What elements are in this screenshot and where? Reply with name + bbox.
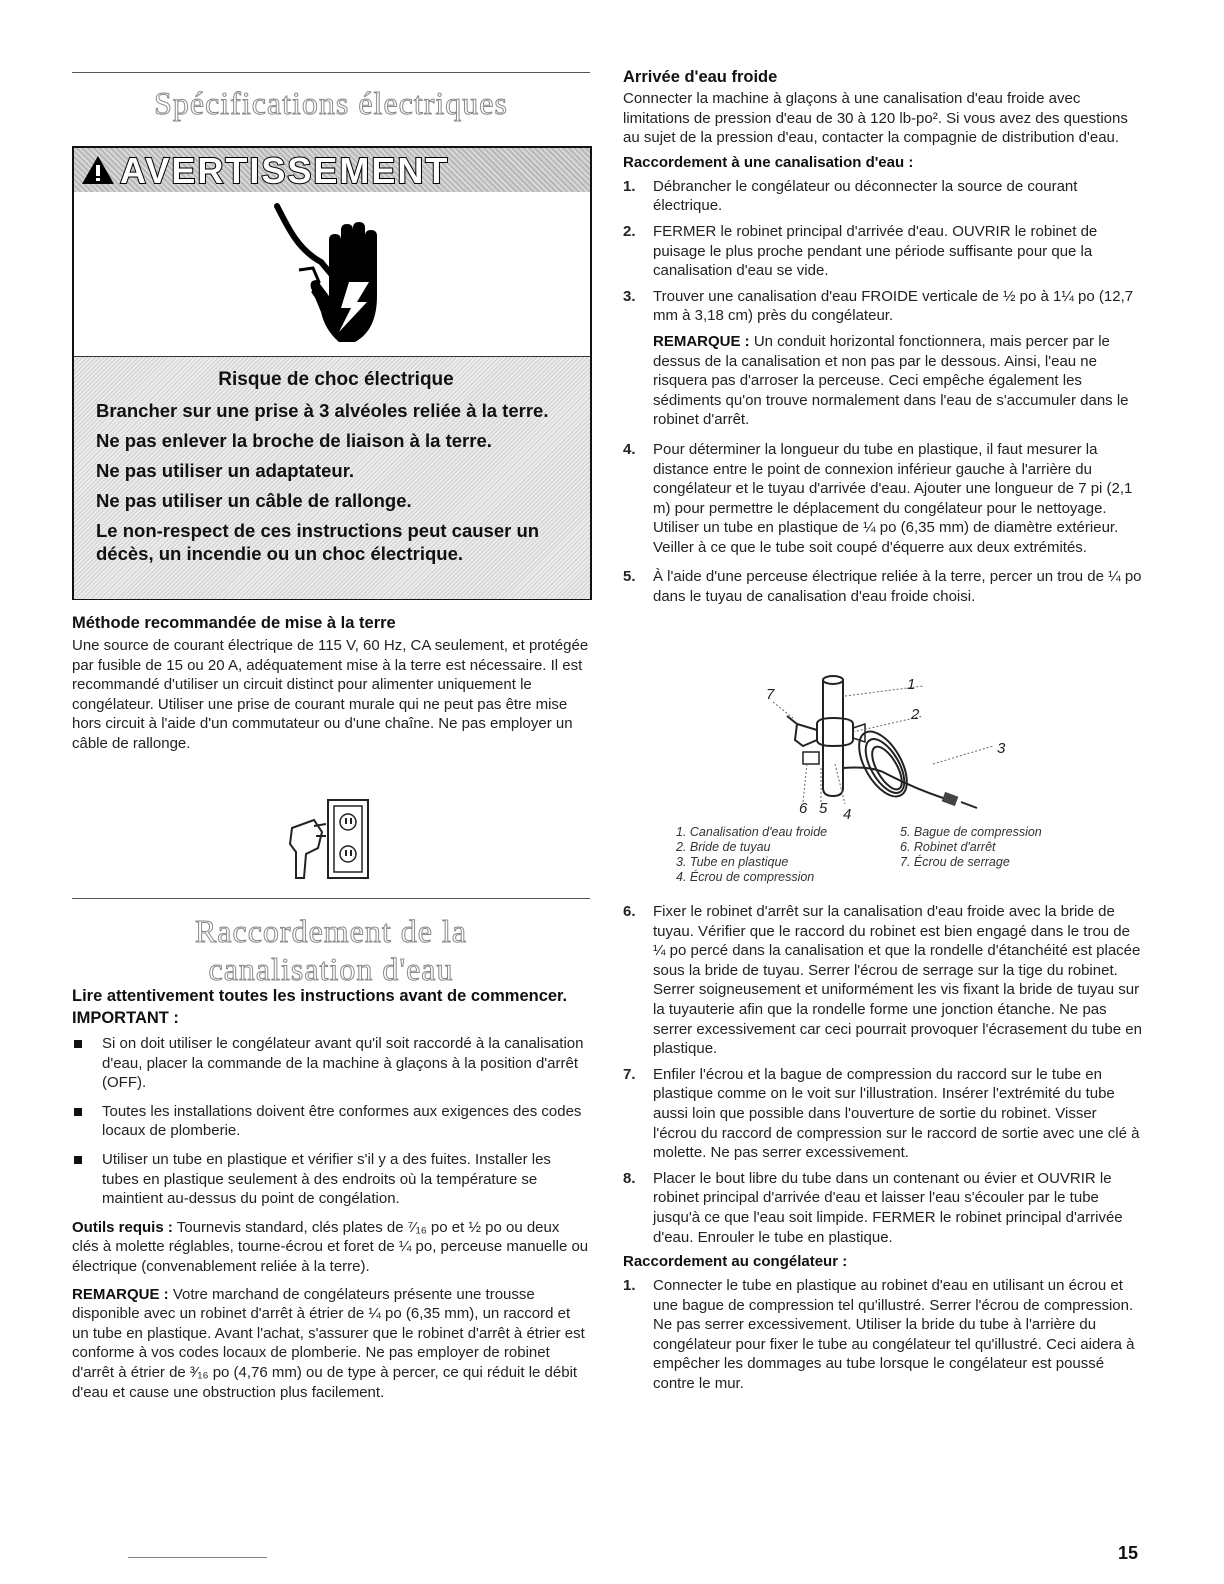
step-number: 1. — [623, 177, 636, 195]
callout-label: 4 — [843, 806, 852, 823]
grounding-text: Une source de courant électrique de 115 V, 60 Hz, CA seulement, et protégée par fusible de 15 ou 20 A, adéquatement mise à la terre est nécessaire. Il est recommandé d'utiliser un circuit distinct pour alimenter uniquement le congélateur. Utiliser une prise de courant murale qui ne peut pas être mise hors circuit à l'aide d'un commutateur ou d'une chaîne. Ne pas employer un câble de rallonge. — [72, 637, 589, 752]
legend-item: 2. Bride de tuyau — [676, 840, 771, 854]
steps-list — [623, 1276, 1143, 1394]
step-text: Pour déterminer la longueur du tube en plastique, il faut mesurer la distance entre le point de connexion inférieur gauche à l'arrière du congélateur et le tuyau d'arrivée d'eau. Ajouter une longueur de 7 pi (2,1 m) pour permettre le déplacement du congélateur pour le nettoyage. Utiliser un tube en plastique de ¼ po (6,35 mm) de diamètre extérieur. Veiller à ce que le tube soit coupé d'équerre aux deux extrémités. — [653, 440, 1133, 556]
instructions-section — [72, 986, 590, 1402]
step-item — [623, 1169, 1143, 1247]
section-rule — [72, 898, 590, 899]
warning-message-panel — [74, 356, 590, 599]
step-number: 4. — [623, 440, 636, 458]
warning-line: Le non-respect de ces instructions peut causer un décès, un incendie ou un choc électrique. — [96, 520, 540, 564]
read-instructions-heading: Lire attentivement toutes les instructions avant de commencer. — [72, 987, 568, 1005]
warning-header — [74, 148, 590, 192]
warning-line: Ne pas utiliser un adaptateur. — [96, 460, 355, 481]
note-label: REMARQUE : — [653, 332, 750, 350]
steps-list — [623, 902, 1143, 1247]
list-item — [72, 1034, 590, 1093]
legend-item: 3. Tube en plastique — [676, 855, 789, 869]
warning-line: Ne pas enlever la broche de liaison à la terre. — [96, 430, 492, 451]
section-rule — [72, 72, 590, 73]
important-label: IMPORTANT : — [72, 1009, 179, 1027]
grounding-heading: Méthode recommandée de mise à la terre — [72, 614, 396, 632]
section-title-electrical: Spécifications électriques — [154, 85, 508, 121]
tools-text: Tournevis standard, clés plates de ⁷⁄₁₆ po et ½ po ou deux clés à molette réglables, tourne-écrou et foret de ¼ po, perceuse manuelle ou électrique (convenablement reliée à la terre). — [72, 1218, 589, 1275]
legend-item: 6. Robinet d'arrêt — [900, 840, 996, 854]
warning-line: Ne pas utiliser un câble de rallonge. — [96, 490, 412, 511]
callout-label: 7 — [766, 686, 775, 703]
list-item-text: Utiliser un tube en plastique et vérifier s'il y a des fuites. Installer les tubes en plastique seulement à des endroits où la température se maintient au-dessus du point de congélation. — [102, 1150, 551, 1208]
callout-label: 2 — [911, 706, 920, 723]
tools-label: Outils requis : — [72, 1218, 173, 1236]
remark-paragraph — [72, 1285, 590, 1403]
remark-text: Votre marchand de congélateurs présente une trousse disponible avec un robinet d'arrêt à étrier de ¼ po (6,35 mm), un raccord et un tube en plastique. Avant l'achat, s'assurer que le robinet d'arrêt à étrier est conforme à vos codes locaux de plomberie. Ne pas employer de robinet d'arrêt à étrier de ³⁄₁₆ po (4,76 mm) ou de type à percer, ce qui réduit le débit d'eau et cause une obstruction plus facilement. — [72, 1285, 585, 1401]
grounded-outlet-plug-icon — [284, 798, 376, 880]
section-title-line: canalisation d'eau — [208, 951, 454, 987]
step-item — [623, 177, 1143, 216]
callout-label: 1 — [907, 676, 916, 693]
connect-line-heading: Raccordement à une canalisation d'eau : — [623, 153, 914, 171]
step-number: 2. — [623, 222, 636, 240]
steps-continued — [623, 902, 1143, 1400]
section-title-water-line — [72, 912, 590, 988]
warning-triangle-icon — [80, 154, 116, 186]
step-number: 8. — [623, 1169, 636, 1187]
legend-item: 4. Écrou de compression — [676, 870, 815, 884]
warning-line: Brancher sur une prise à 3 alvéoles reliée à la terre. — [96, 400, 549, 421]
step-text: Enfiler l'écrou et la bague de compression du raccord sur le tube en plastique comme on le voit sur l'illustration. Insérer l'extrémité du tube aussi loin que possible dans l'ouverture de sortie du robinet. Visser l'écrou du raccord de compression sur le raccord de sortie avec une clé à molette. Ne pas serrer excessivement. — [653, 1065, 1140, 1162]
callout-label: 5 — [819, 800, 828, 817]
step-item — [623, 1065, 1143, 1163]
step-item — [623, 1276, 1143, 1394]
step-text: FERMER le robinet principal d'arrivée d'eau. OUVRIR le robinet de puisage le plus proche pendant une période suffisante pour que la canalisation d'eau se vide. — [653, 222, 1098, 280]
tools-paragraph — [72, 1218, 590, 1277]
remark-label: REMARQUE : — [72, 1285, 169, 1303]
diagram-legend-left — [676, 825, 827, 885]
electric-shock-hand-icon — [269, 200, 399, 350]
step-number: 5. — [623, 568, 636, 586]
list-item-text: Toutes les installations doivent être conformes aux exigences des codes locaux de plomberie. — [102, 1102, 582, 1140]
risk-title: Risque de choc électrique — [218, 369, 454, 390]
step-text: Trouver une canalisation d'eau FROIDE verticale de ½ po à 1¼ po (12,7 mm à 3,18 cm) près du congélateur. — [653, 287, 1134, 325]
step-item — [623, 567, 1143, 606]
shutoff-valve-diagram — [623, 672, 1143, 822]
warning-title: AVERTISSEMENT — [120, 150, 450, 191]
step-number: 3. — [623, 287, 636, 305]
list-item-text: Si on doit utiliser le congélateur avant qu'il soit raccordé à la canalisation d'eau, placer la commande de la machine à glaçons à la position d'arrêt (OFF). — [102, 1035, 584, 1092]
steps-list — [623, 177, 1143, 607]
step-item — [623, 440, 1143, 558]
step-item — [623, 902, 1143, 1059]
cold-water-heading: Arrivée d'eau froide — [623, 68, 778, 86]
bottom-rule — [128, 1557, 267, 1558]
step-item — [623, 287, 1143, 430]
step-number: 1. — [623, 1277, 636, 1295]
warning-box — [72, 146, 592, 600]
cold-water-section — [623, 68, 1143, 613]
list-item — [72, 1102, 590, 1141]
legend-item: 7. Écrou de serrage — [900, 855, 1010, 869]
step-text: À l'aide d'une perceuse électrique reliée à la terre, percer un trou de ¼ po dans le tuyau de canalisation d'eau froide choisi. — [653, 568, 1142, 606]
important-list — [72, 1034, 590, 1209]
step-number: 7. — [623, 1065, 636, 1083]
callout-label: 3 — [997, 740, 1006, 757]
connect-freezer-heading: Raccordement au congélateur : — [623, 1253, 848, 1271]
cold-water-text: Connecter la machine à glaçons à une canalisation d'eau froide avec limitations de pression d'eau de 30 à 120 lb-po². Si vous avez des questions au sujet de la pression d'eau, contacter la compagnie de distribution d'eau. — [623, 90, 1128, 147]
note-text: Un conduit horizontal fonctionnera, mais percer par le dessus de la canalisation et non pas par le dessous. Ainsi, l'eau ne risquera pas d'arroser la perceuse. Ceci empêche également les sédiments qu'on trouve normalement dans l'eau de s'accumuler dans le robinet d'arrêt. — [653, 332, 1129, 429]
step-text: Débrancher le congélateur ou déconnecter la source de courant électrique. — [653, 177, 1078, 215]
section-title-line: Raccordement de la — [194, 913, 468, 949]
valve-illustration-icon — [773, 672, 1033, 822]
step-item — [623, 222, 1143, 281]
page-number: 15 — [1118, 1543, 1139, 1563]
grounding-section — [72, 614, 590, 754]
legend-item: 1. Canalisation d'eau froide — [676, 825, 828, 839]
step-text: Connecter le tube en plastique au robinet d'eau en utilisant un écrou et une bague de compression tel qu'illustré. Serrer l'écrou de compression. Ne pas serrer excessivement. Utiliser la bride du tube à l'arrière du congélateur pour fixer le tube au congélateur tel qu'illustré. Ceci aidera à empêcher les dommages au tube lorsque le congélateur est poussé contre le mur. — [653, 1277, 1135, 1393]
diagram-legend-right — [900, 825, 1042, 870]
step-text: Fixer le robinet d'arrêt sur la canalisation d'eau froide avec la bride de tuyau. Vérifier que le raccord du robinet est bien engagé dans le trou de ¼ po percé dans la canalisation et que la rondelle d'étanchéité est placée sous la bride de tuyau. Serrer l'écrou de serrage sur la tige du robinet. Serrer soigneusement et uniformément les vis fixant la bride de tuyau sur la tuyauterie afin que la rondelle forme une jonction étanche. Ne pas serrer excessivement car ceci pourrait provoquer l'écrasement du tube en plastique. — [653, 903, 1142, 1058]
step-note — [653, 332, 1143, 430]
legend-item: 5. Bague de compression — [900, 825, 1042, 839]
callout-label: 6 — [799, 800, 808, 817]
list-item — [72, 1150, 590, 1209]
step-text: Placer le bout libre du tube dans un contenant ou évier et OUVRIR le robinet principal d'arrivée d'eau et laisser l'eau s'écouler par le tube jusqu'à ce que l'eau soit limpide. FERMER le robinet principal d'arrivée d'eau. Enrouler le tube en plastique. — [653, 1169, 1123, 1246]
step-number: 6. — [623, 903, 636, 920]
